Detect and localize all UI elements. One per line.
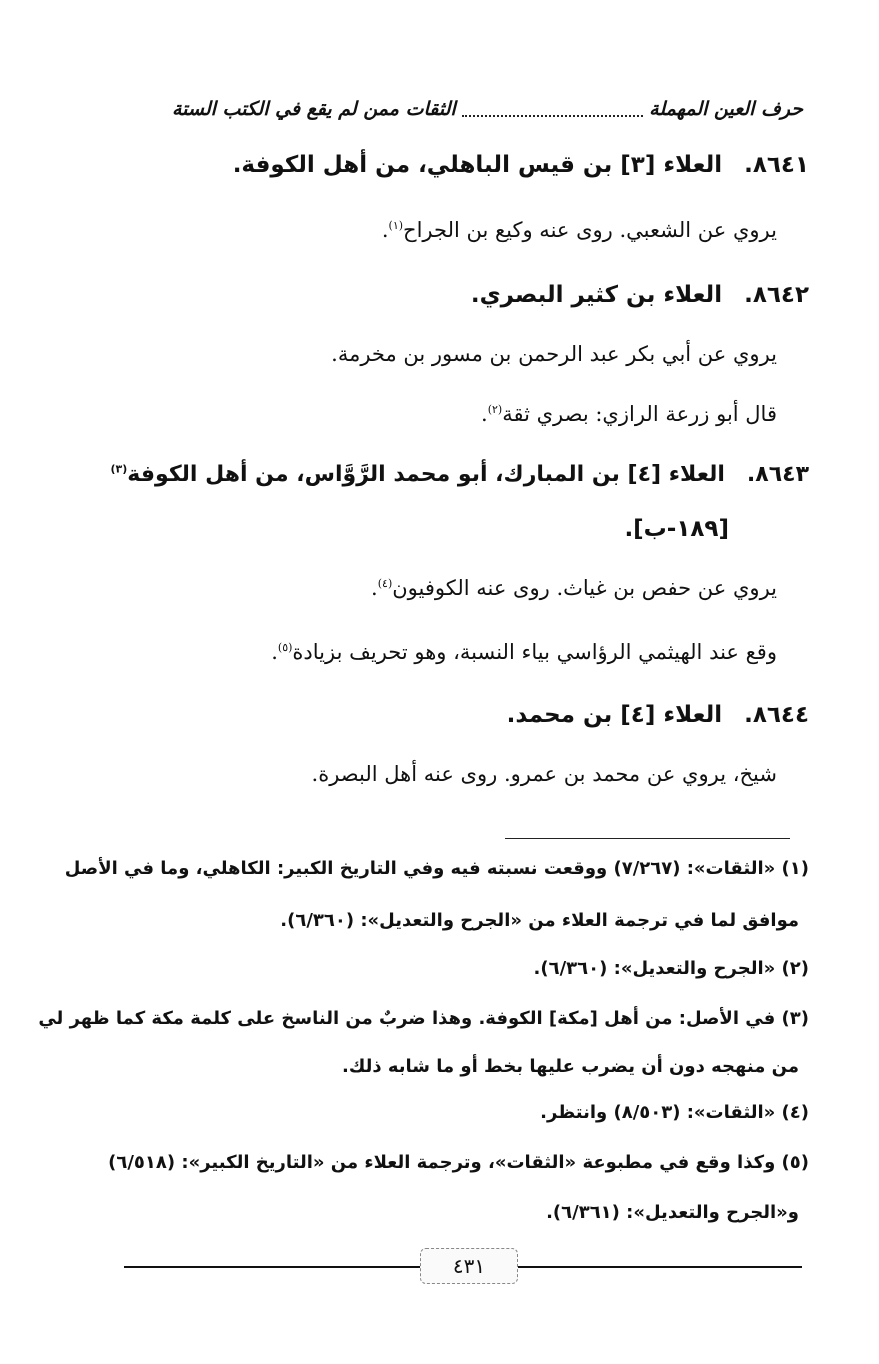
footnote-separator — [505, 838, 790, 839]
footnote-mark: (١) — [388, 219, 404, 232]
entry-number: ٨٦٤٢. — [744, 282, 809, 308]
entry-8643-text-1 — [120, 576, 777, 600]
punct: . — [271, 640, 278, 664]
entry-8643-heading — [110, 462, 809, 487]
footnote-5: (٥) وكذا وقع في مطبوعة «الثقات»، وترجمة العلاء من «التاريخ الكبير»: (٦/٥١٨) — [108, 1152, 809, 1173]
entry-8643-heading-cont — [120, 516, 729, 542]
entry-8641-heading — [120, 152, 809, 178]
footnote-3-cont: من منهجه دون أن يضرب عليها بخط أو ما شابه ذلك. — [341, 1056, 799, 1077]
entry-8642-heading — [120, 282, 809, 308]
entry-8641-text — [120, 218, 777, 242]
footnote-3: (٣) في الأصل: من أهل [مكة] الكوفة. وهذا ضربٌ من الناسخ على كلمة مكة كما ظهر لي — [38, 1008, 809, 1029]
footnote-1-cont: موافق لما في ترجمة العلاء من «الجرح والتعديل»: (٦/٣٦٠). — [280, 910, 799, 931]
entry-title: العلاء [٣] بن قيس الباهلي، من أهل الكوفة. — [232, 152, 723, 178]
entry-title: العلاء [٤] بن محمد. — [506, 702, 723, 728]
entry-8642-text-2 — [120, 402, 777, 426]
entry-line: قال أبو زرعة الرازي: بصري ثقة — [502, 402, 777, 426]
header-dots — [462, 101, 643, 117]
entry-title: العلاء بن كثير البصري. — [470, 282, 723, 308]
punct: . — [371, 576, 378, 600]
folio-ref: [١٨٩-ب]. — [624, 516, 729, 542]
entry-8642-text-1 — [120, 342, 777, 366]
footnote-5-cont: و«الجرح والتعديل»: (٦/٣٦١). — [546, 1202, 799, 1223]
header-book-title: الثقات ممن لم يقع في الكتب الستة — [172, 98, 456, 120]
entry-8644-text — [120, 762, 777, 786]
entry-title: العلاء [٤] بن المبارك، أبو محمد الرَّوَّاس، من أهل الكوفة — [127, 462, 725, 487]
entry-line: شيخ، يروي عن محمد بن عمرو. روى عنه أهل البصرة. — [311, 762, 777, 786]
footnote-4: (٤) «الثقات»: (٨/٥٠٣) وانتظر. — [540, 1102, 809, 1123]
footnote-1: (١) «الثقات»: (٧/٢٦٧) ووقعت نسبته فيه وفي التاريخ الكبير: الكاهلي، وما في الأصل — [64, 858, 809, 879]
punct: . — [381, 218, 389, 242]
footnote-mark: (٥) — [277, 641, 293, 654]
footer-rule-right — [516, 1266, 802, 1268]
entry-line: وقع عند الهيثمي الرؤاسي بياء النسبة، وهو تحريف بزيادة — [292, 640, 777, 664]
entry-number: ٨٦٤٣. — [746, 462, 809, 487]
header-chapter: حرف العين المهملة — [649, 98, 803, 120]
entry-line: يروي عن أبي بكر عبد الرحمن بن مسور بن مخرمة. — [331, 342, 777, 366]
footnote-mark: (٢) — [487, 403, 503, 416]
footer-rule-left — [124, 1266, 420, 1268]
footnote-2: (٢) «الجرح والتعديل»: (٦/٣٦٠). — [533, 958, 809, 979]
entry-line: يروي عن الشعبي. روى عنه وكيع بن الجراح — [403, 218, 777, 242]
entry-8643-text-2 — [120, 640, 777, 664]
page-number: ٤٣١ — [420, 1248, 518, 1284]
entry-line: يروي عن حفص بن غياث. روى عنه الكوفيون — [392, 576, 777, 600]
entry-8644-heading — [120, 702, 809, 728]
running-header — [172, 92, 803, 126]
punct: . — [481, 402, 488, 426]
entry-number: ٨٦٤٤. — [744, 702, 809, 728]
entry-number: ٨٦٤١. — [744, 152, 809, 178]
footnote-mark: (٣) — [110, 462, 128, 476]
footnote-mark: (٤) — [377, 577, 393, 590]
